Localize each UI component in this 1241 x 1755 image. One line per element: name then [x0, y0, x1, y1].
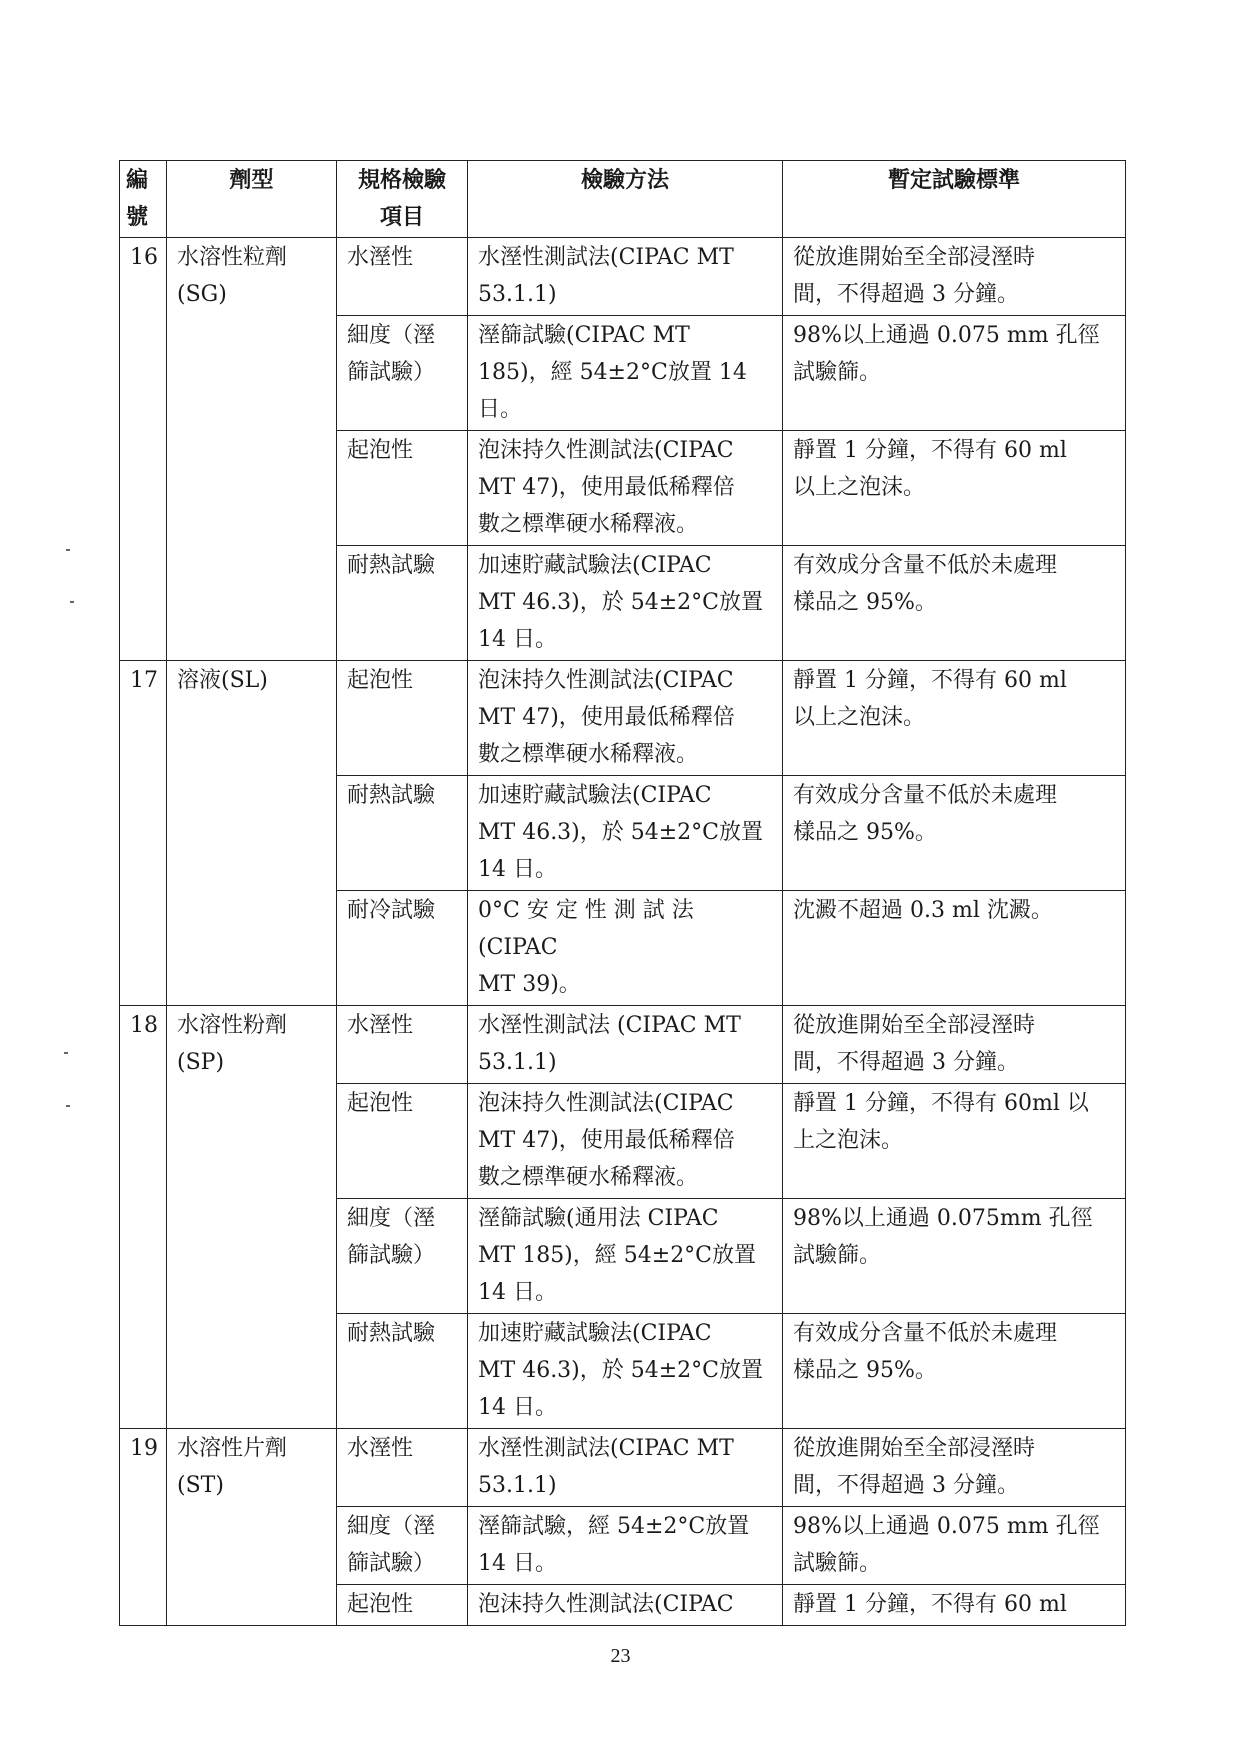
test-standard: 靜置 1 分鐘，不得有 60 ml [783, 1585, 1126, 1626]
test-standard: 沈澱不超過 0.3 ml 沈澱。 [783, 891, 1126, 1006]
test-method: 水溼性測試法(CIPAC MT 53.1.1) [468, 1429, 783, 1507]
header-standard: 暫定試驗標準 [783, 161, 1126, 238]
table-row [120, 1429, 1126, 1507]
group-formulation: 水溶性粉劑 (SP) [167, 1006, 337, 1429]
test-item: 起泡性 [337, 1084, 468, 1199]
group-number: 16 [120, 238, 167, 661]
test-method: 泡沫持久性測試法(CIPAC MT 47)，使用最低稀釋倍 數之標準硬水稀釋液。 [468, 1084, 783, 1199]
test-item: 起泡性 [337, 661, 468, 776]
test-method: 泡沫持久性測試法(CIPAC [468, 1585, 783, 1626]
test-item: 耐熱試驗 [337, 1314, 468, 1429]
table-header-row [120, 161, 1126, 238]
group-number: 17 [120, 661, 167, 1006]
scan-speck [70, 601, 74, 603]
test-item: 水溼性 [337, 1429, 468, 1507]
test-item: 水溼性 [337, 1006, 468, 1084]
header-formulation: 劑型 [167, 161, 337, 238]
test-standard: 靜置 1 分鐘，不得有 60ml 以 上之泡沫。 [783, 1084, 1126, 1199]
test-method: 0°C 安 定 性 測 試 法 (CIPAC MT 39)。 [468, 891, 783, 1006]
test-method: 溼篩試驗，經 54±2°C放置 14 日。 [468, 1507, 783, 1585]
test-item: 耐熱試驗 [337, 546, 468, 661]
test-standard: 靜置 1 分鐘，不得有 60 ml 以上之泡沫。 [783, 431, 1126, 546]
test-item: 耐冷試驗 [337, 891, 468, 1006]
test-item: 細度（溼 篩試驗） [337, 1199, 468, 1314]
header-number: 編 號 [120, 161, 167, 238]
test-standard: 98%以上通過 0.075 mm 孔徑 試驗篩。 [783, 316, 1126, 431]
table-row [120, 238, 1126, 316]
test-standard: 從放進開始至全部浸溼時 間，不得超過 3 分鐘。 [783, 238, 1126, 316]
test-item: 起泡性 [337, 1585, 468, 1626]
header-test-item: 規格檢驗 項目 [337, 161, 468, 238]
group-number: 18 [120, 1006, 167, 1429]
test-method: 溼篩試驗(CIPAC MT 185)，經 54±2°C放置 14 日。 [468, 316, 783, 431]
test-item: 起泡性 [337, 431, 468, 546]
test-standard: 有效成分含量不低於未處理 樣品之 95%。 [783, 546, 1126, 661]
group-number: 19 [120, 1429, 167, 1626]
test-method: 加速貯藏試驗法(CIPAC MT 46.3)，於 54±2°C放置 14 日。 [468, 1314, 783, 1429]
test-standard: 從放進開始至全部浸溼時 間，不得超過 3 分鐘。 [783, 1429, 1126, 1507]
scan-speck [66, 1105, 70, 1107]
test-item: 細度（溼 篩試驗） [337, 316, 468, 431]
test-method: 加速貯藏試驗法(CIPAC MT 46.3)，於 54±2°C放置 14 日。 [468, 776, 783, 891]
group-formulation: 水溶性粒劑 (SG) [167, 238, 337, 661]
page-number: 23 [610, 1645, 631, 1667]
test-standard: 有效成分含量不低於未處理 樣品之 95%。 [783, 1314, 1126, 1429]
table-row [120, 661, 1126, 776]
test-item: 水溼性 [337, 238, 468, 316]
scan-speck [64, 1052, 68, 1054]
test-method: 加速貯藏試驗法(CIPAC MT 46.3)，於 54±2°C放置 14 日。 [468, 546, 783, 661]
test-item: 細度（溼 篩試驗） [337, 1507, 468, 1585]
group-formulation: 溶液(SL) [167, 661, 337, 1006]
test-method: 泡沫持久性測試法(CIPAC MT 47)，使用最低稀釋倍 數之標準硬水稀釋液。 [468, 431, 783, 546]
test-method: 水溼性測試法(CIPAC MT 53.1.1) [468, 238, 783, 316]
test-standard: 98%以上通過 0.075mm 孔徑 試驗篩。 [783, 1199, 1126, 1314]
test-item: 耐熱試驗 [337, 776, 468, 891]
scan-speck [66, 549, 70, 551]
test-standard: 從放進開始至全部浸溼時 間，不得超過 3 分鐘。 [783, 1006, 1126, 1084]
header-test-method: 檢驗方法 [468, 161, 783, 238]
test-method: 溼篩試驗(通用法 CIPAC MT 185)，經 54±2°C放置 14 日。 [468, 1199, 783, 1314]
test-method: 泡沫持久性測試法(CIPAC MT 47)，使用最低稀釋倍 數之標準硬水稀釋液。 [468, 661, 783, 776]
test-method: 水溼性測試法 (CIPAC MT 53.1.1) [468, 1006, 783, 1084]
specification-table [119, 160, 1126, 1626]
test-standard: 98%以上通過 0.075 mm 孔徑 試驗篩。 [783, 1507, 1126, 1585]
table-row [120, 1006, 1126, 1084]
test-standard: 靜置 1 分鐘，不得有 60 ml 以上之泡沫。 [783, 661, 1126, 776]
group-formulation: 水溶性片劑 (ST) [167, 1429, 337, 1626]
test-standard: 有效成分含量不低於未處理 樣品之 95%。 [783, 776, 1126, 891]
